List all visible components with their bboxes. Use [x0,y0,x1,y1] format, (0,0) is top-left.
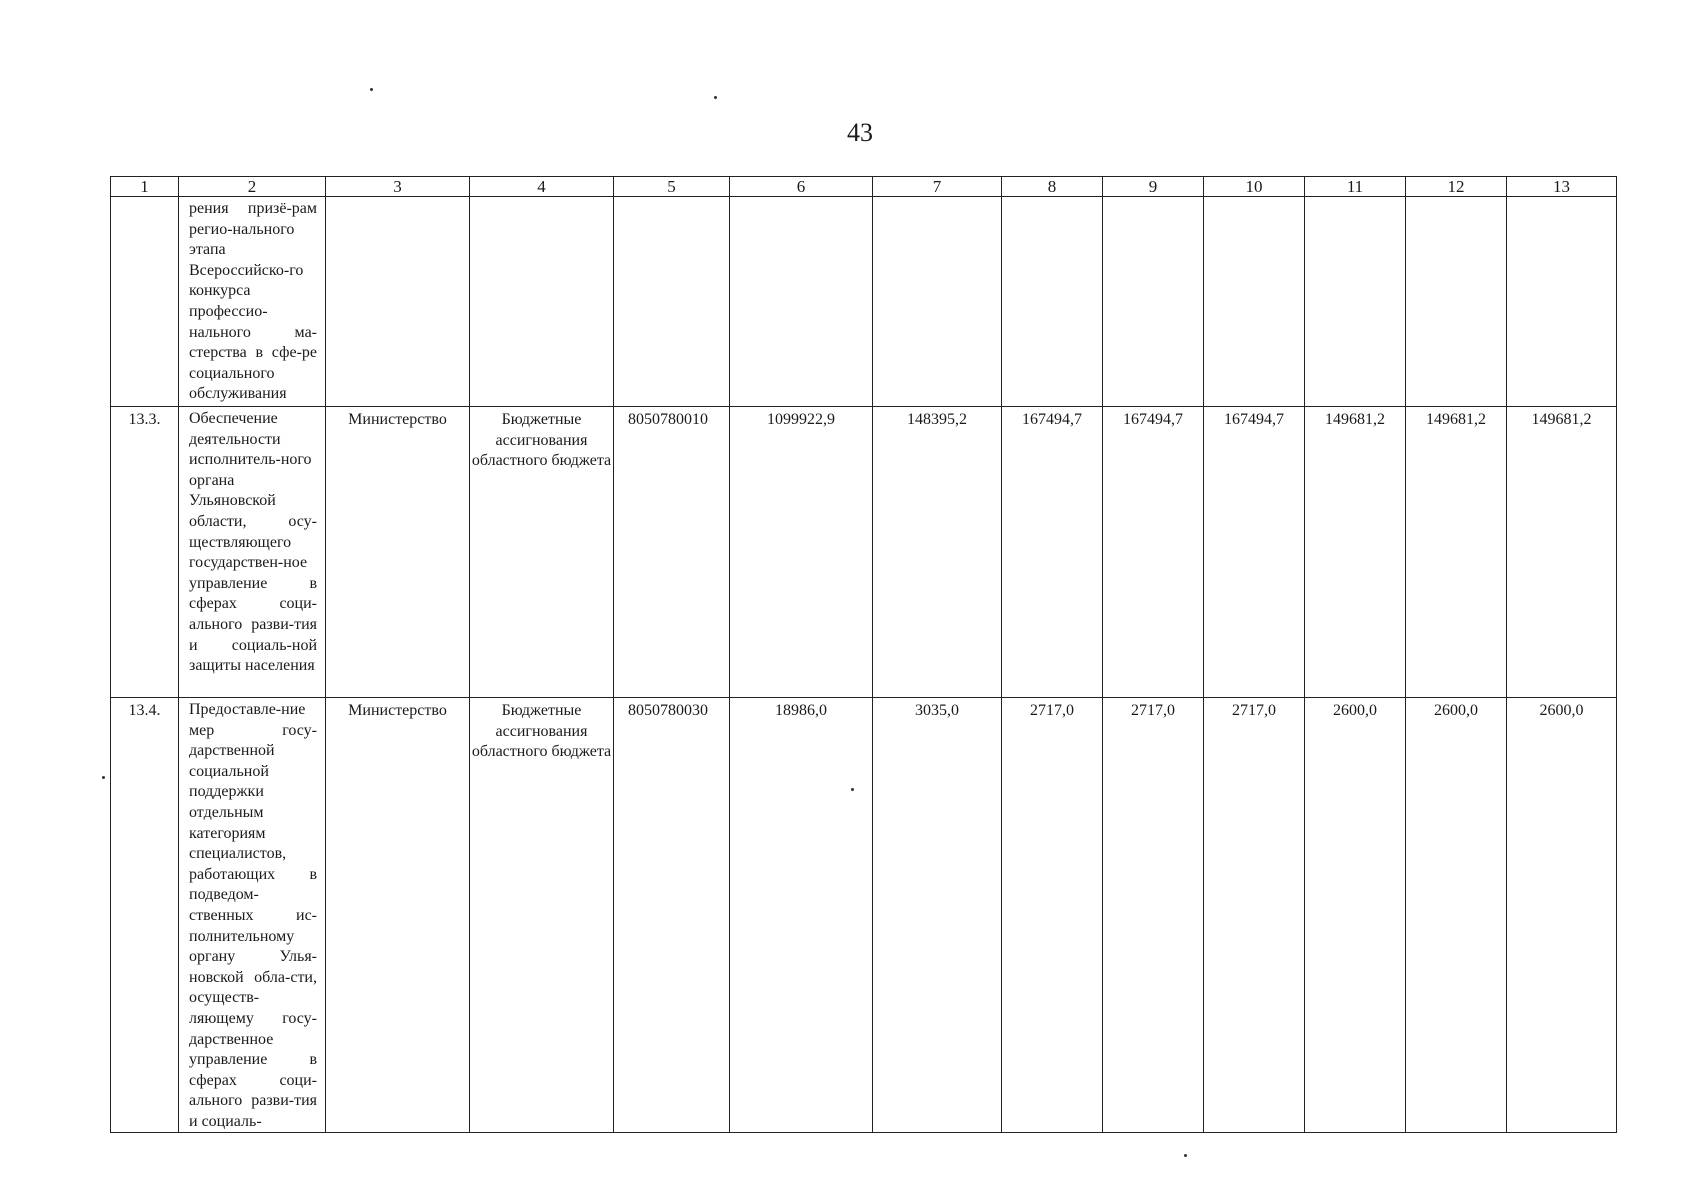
row-description: Обеспечение деятельности исполнитель-ного органа Ульяновской области, осу-ществляющего государствен-ное управление в сферах соци-ального разви-тия и социаль-ной защиты населения [179,407,326,698]
row-value: 149681,2 [1406,407,1507,698]
page-number: 43 [847,118,873,147]
row-description: рения призё-рам регио-нального этапа Всероссийско-го конкурса профессио-нального ма-стерства в сфе-ре социального обслуживания [179,197,326,407]
row-funding-source [470,197,614,407]
column-header: 6 [730,177,873,197]
row-value [1103,197,1204,407]
row-budget-code [614,197,730,407]
row-value: 18986,0 [730,698,873,1133]
column-header: 10 [1204,177,1305,197]
scan-speck [102,776,105,779]
row-value: 149681,2 [1507,407,1617,698]
row-value [1002,197,1103,407]
row-value [1406,197,1507,407]
row-value: 2717,0 [1204,698,1305,1133]
row-value: 2600,0 [1406,698,1507,1133]
column-header: 8 [1002,177,1103,197]
row-value: 2600,0 [1507,698,1617,1133]
row-budget-code: 8050780010 [614,407,730,698]
row-value: 148395,2 [873,407,1002,698]
row-funding-source: Бюджетные ассигнования областного бюджета [470,407,614,698]
column-header: 13 [1507,177,1617,197]
column-header: 7 [873,177,1002,197]
column-header: 3 [326,177,470,197]
row-budget-code: 8050780030 [614,698,730,1133]
row-number: 13.3. [111,407,179,698]
column-header: 11 [1305,177,1406,197]
row-value: 3035,0 [873,698,1002,1133]
row-value [1305,197,1406,407]
row-value [730,197,873,407]
row-value: 2717,0 [1002,698,1103,1133]
row-number: 13.4. [111,698,179,1133]
row-executor [326,197,470,407]
row-funding-source: Бюджетные ассигнования областного бюджета [470,698,614,1133]
row-value: 149681,2 [1305,407,1406,698]
row-value [873,197,1002,407]
row-number [111,197,179,407]
row-value: 2717,0 [1103,698,1204,1133]
budget-table [110,176,1617,1133]
column-header: 5 [614,177,730,197]
row-description: Предоставле-ние мер госу-дарственной социальной поддержки отдельным категориям специалистов, работающих в подведом-ственных ис-полнительному органу Улья-новской обла-сти, осуществ-ляющему госу-дарственное управление в сферах соци-ального разви-тия и социаль- [179,698,326,1133]
column-header: 1 [111,177,179,197]
column-header: 9 [1103,177,1204,197]
header-row [111,177,1617,197]
table-row [111,698,1617,1133]
row-value [1204,197,1305,407]
row-value: 2600,0 [1305,698,1406,1133]
scan-speck [714,96,717,99]
row-value [1507,197,1617,407]
row-value: 167494,7 [1204,407,1305,698]
column-header: 2 [179,177,326,197]
row-value: 167494,7 [1103,407,1204,698]
table-row [111,197,1617,407]
column-header: 12 [1406,177,1507,197]
row-executor: Министерство [326,698,470,1133]
column-header: 4 [470,177,614,197]
row-value: 1099922,9 [730,407,873,698]
scan-speck [370,88,373,91]
table-row [111,407,1617,698]
row-value: 167494,7 [1002,407,1103,698]
row-executor: Министерство [326,407,470,698]
scan-speck [1184,1154,1187,1157]
